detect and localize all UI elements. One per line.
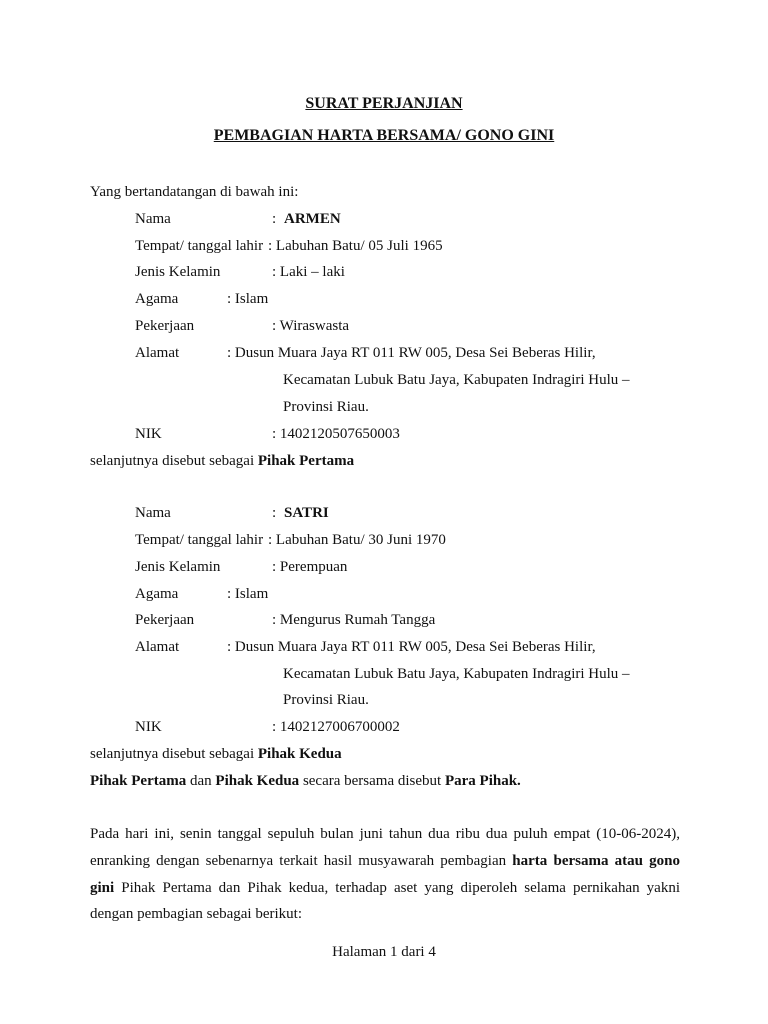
- jenis-kelamin-value: : Laki – laki: [272, 264, 345, 280]
- gini-term: gini: [90, 880, 115, 896]
- dan-text: dan: [186, 773, 216, 789]
- ttl-value: : Labuhan Batu/ 30 Juni 1970: [268, 532, 446, 548]
- agama-label: Agama: [135, 586, 179, 602]
- title-line-2: PEMBAGIAN HARTA BERSAMA/ GONO GINI: [213, 127, 555, 144]
- harta-bersama-term: harta bersama atau gono: [512, 853, 681, 869]
- alamat-line-2: Kecamatan Lubuk Batu Jaya, Kabupaten Indragiri Hulu –: [283, 666, 630, 682]
- agama-value: : Islam: [227, 291, 269, 307]
- body-line-4: dengan pembagian sebagai berikut:: [90, 906, 303, 922]
- jenis-kelamin-value: : Perempuan: [272, 559, 348, 575]
- body-line-1: Pada hari ini, senin tanggal sepuluh bulan juni tahun dua ribu dua puluh empat (10-06-2024),: [90, 826, 680, 842]
- agama-value: : Islam: [227, 586, 269, 602]
- ttl-value: : Labuhan Batu/ 05 Juli 1965: [268, 238, 443, 254]
- alamat-line-1: : Dusun Muara Jaya RT 011 RW 005, Desa Sei Beberas Hilir,: [227, 345, 596, 361]
- nik-label: NIK: [135, 719, 162, 735]
- reference-prefix: selanjutnya disebut sebagai: [90, 453, 258, 469]
- nama-label: Nama: [135, 211, 171, 227]
- nama-label: Nama: [135, 505, 171, 521]
- pihak-kedua-term: Pihak Kedua: [215, 773, 300, 789]
- ttl-label: Tempat/ tanggal lahir: [135, 532, 264, 548]
- alamat-line-3: Provinsi Riau.: [283, 399, 369, 415]
- nama-value: SATRI: [284, 505, 329, 521]
- alamat-line-2: Kecamatan Lubuk Batu Jaya, Kabupaten Indragiri Hulu –: [283, 372, 630, 388]
- nik-label: NIK: [135, 426, 162, 442]
- body-line-2: [90, 852, 680, 870]
- pekerjaan-label: Pekerjaan: [135, 612, 195, 628]
- nama-value: ARMEN: [284, 211, 341, 227]
- agama-label: Agama: [135, 291, 179, 307]
- body-line-3-text: Pihak Pertama dan Pihak kedua, terhadap aset yang diperoleh selama pernikahan yakni: [114, 880, 680, 896]
- pekerjaan-value: : Wiraswasta: [272, 318, 350, 334]
- pekerjaan-label: Pekerjaan: [135, 318, 195, 334]
- para-pihak-term: Para Pihak.: [444, 773, 521, 789]
- page-footer: Halaman 1 dari 4: [332, 944, 436, 960]
- nik-value: : 1402127006700002: [272, 719, 400, 735]
- nama-colon: :: [272, 211, 277, 227]
- para-pihak-statement: [90, 772, 521, 790]
- party-2-reference: [90, 745, 342, 763]
- body-line-2-text: enranking dengan sebenarnya terkait hasil musyawarah pembagian: [90, 853, 513, 869]
- body-line-3: [90, 879, 680, 897]
- jenis-kelamin-label: Jenis Kelamin: [135, 559, 221, 575]
- pekerjaan-value: : Mengurus Rumah Tangga: [272, 612, 436, 628]
- reference-name: Pihak Kedua: [257, 746, 342, 762]
- nama-colon: :: [272, 505, 277, 521]
- alamat-label: Alamat: [135, 639, 180, 655]
- alamat-line-1: : Dusun Muara Jaya RT 011 RW 005, Desa Sei Beberas Hilir,: [227, 639, 596, 655]
- ttl-label: Tempat/ tanggal lahir: [135, 238, 264, 254]
- party-1-reference: [90, 452, 354, 470]
- intro-text: Yang bertandatangan di bawah ini:: [90, 184, 299, 200]
- alamat-label: Alamat: [135, 345, 180, 361]
- alamat-line-3: Provinsi Riau.: [283, 692, 369, 708]
- reference-name: Pihak Pertama: [257, 453, 355, 469]
- jenis-kelamin-label: Jenis Kelamin: [135, 264, 221, 280]
- reference-prefix: selanjutnya disebut sebagai: [90, 746, 258, 762]
- middle-text: secara bersama disebut: [299, 773, 445, 789]
- pihak-pertama-term: Pihak Pertama: [90, 773, 187, 789]
- nik-value: : 1402120507650003: [272, 426, 400, 442]
- title-line-1: SURAT PERJANJIAN: [305, 95, 463, 112]
